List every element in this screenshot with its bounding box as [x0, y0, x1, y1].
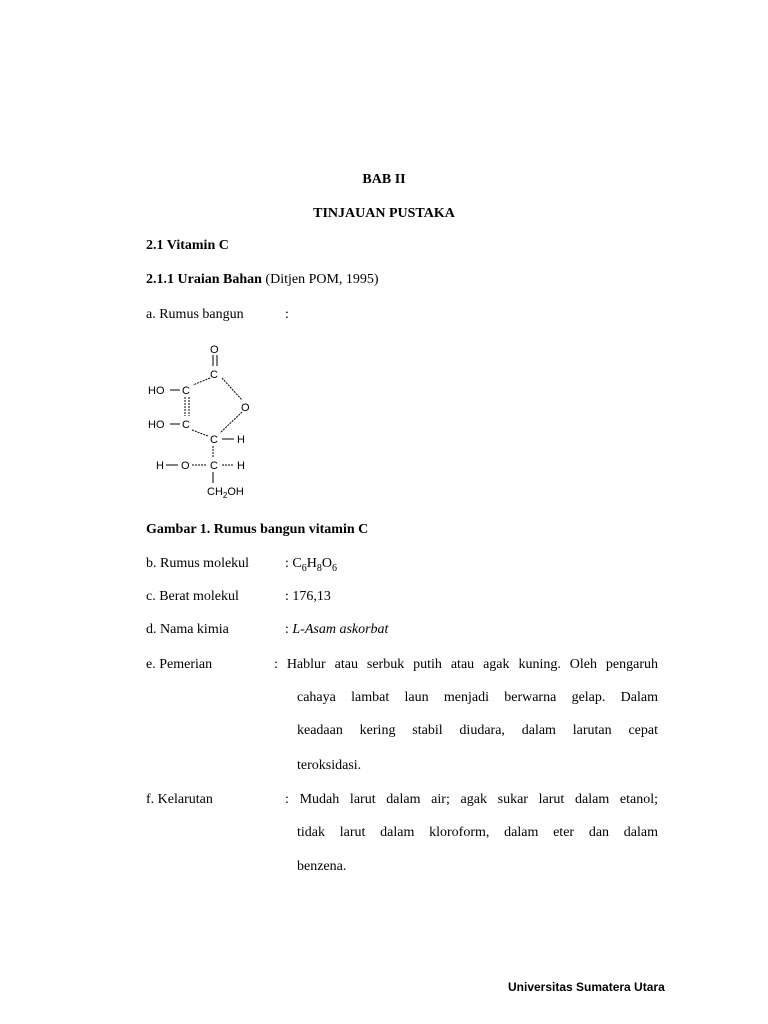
bond-lines [166, 355, 242, 483]
atom-ch2-subscript: 2 [222, 491, 228, 500]
formula-sub-h: 8 [316, 562, 322, 574]
prop-d-value [285, 621, 388, 639]
bond [220, 412, 242, 433]
prop-f-line-2: tidak larut dalam kloroform, dalam eter dan dalam [297, 825, 658, 840]
atom-ch2oh [207, 486, 244, 500]
formula-o: O [321, 556, 332, 571]
prop-e-line-2: cahaya lambat laun menjadi berwarna gelap. Dalam [297, 690, 658, 705]
atom-o-ring: O [241, 402, 250, 414]
prop-f-label: f. Kelarutan [146, 792, 213, 807]
atom-h-left: H [156, 460, 164, 472]
prop-d-colon: : [285, 622, 293, 637]
prop-e-label: e. Pemerian [146, 657, 213, 672]
chapter-title: TINJAUAN PUSTAKA [313, 206, 455, 221]
university-footer: Universitas Sumatera Utara [508, 980, 665, 994]
formula-h: H [306, 556, 317, 571]
atom-ho-upper: HO [148, 385, 165, 397]
atom-c5: C [210, 460, 218, 472]
subsection-citation: (Ditjen POM, 1995) [265, 272, 379, 287]
bond [192, 430, 208, 436]
chemical-name: L-Asam askorbat [292, 622, 389, 637]
prop-d-label: d. Nama kimia [146, 622, 229, 637]
atom-ho-lower: HO [148, 419, 165, 431]
prop-e-line-4: teroksidasi. [297, 758, 362, 773]
prop-c-label: c. Berat molekul [146, 589, 239, 604]
atom-o-top: O [210, 344, 219, 356]
formula-prefix: : C [285, 556, 302, 571]
prop-e-line-3: keadaan kering stabil diudara, dalam larutan cepat [297, 723, 658, 738]
figure-caption: Gambar 1. Rumus bangun vitamin C [146, 522, 369, 537]
subsection-title: 2.1.1 Uraian Bahan [146, 272, 262, 287]
atom-c2: C [182, 385, 190, 397]
atom-c1: C [210, 369, 218, 381]
atom-h-c4: H [237, 434, 245, 446]
subsection-heading [146, 271, 379, 289]
atom-c4: C [210, 434, 218, 446]
structure-label: a. Rumus bangun [146, 307, 244, 322]
prop-f-line-3: benzena. [297, 859, 347, 874]
atom-c3: C [182, 419, 190, 431]
atom-oh: OH [227, 486, 244, 498]
prop-e-line-1: : Hablur atau serbuk putih atau agak kuning. Oleh pengaruh [274, 657, 658, 672]
bond [222, 378, 242, 400]
bond [193, 378, 210, 385]
atom-h-c5: H [237, 460, 245, 472]
section-heading: 2.1 Vitamin C [146, 238, 229, 253]
prop-c-value: : 176,13 [285, 589, 331, 604]
formula-sub-o: 6 [331, 562, 337, 574]
atom-o-mid: O [181, 460, 190, 472]
chapter-heading: BAB II [362, 172, 406, 187]
structure-colon: : [285, 307, 289, 322]
vitamin-c-structure-diagram [140, 338, 280, 504]
atom-ch: CH [207, 486, 223, 498]
prop-b-value [285, 555, 337, 578]
prop-f-line-1: : Mudah larut dalam air; agak sukar larut dalam etanol; [285, 792, 658, 807]
prop-b-label: b. Rumus molekul [146, 556, 250, 571]
formula-sub-c: 6 [301, 562, 307, 574]
